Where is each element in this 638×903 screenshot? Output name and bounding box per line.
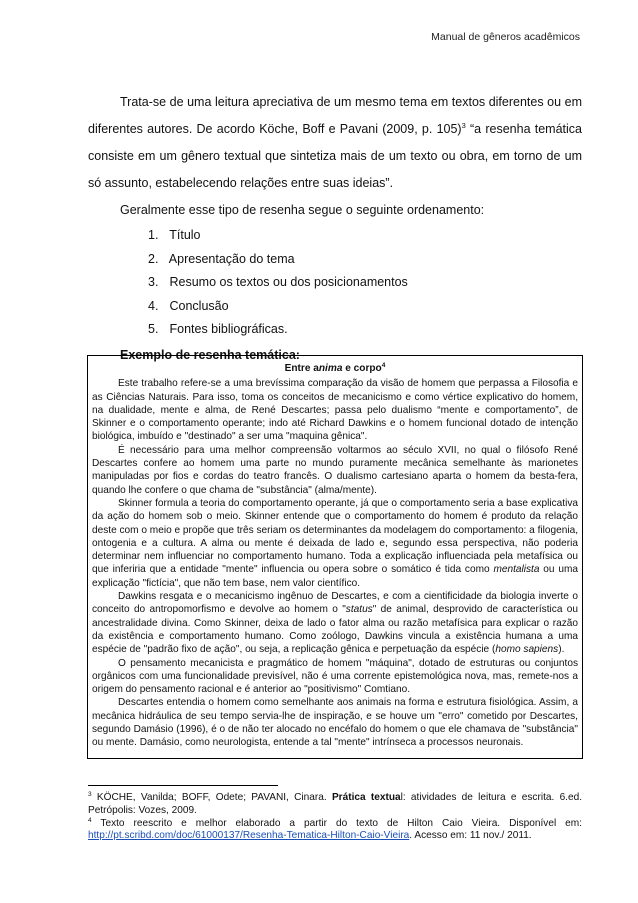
example-heading: Exemplo de resenha temática: bbox=[120, 347, 300, 362]
review-paragraph: Skinner formula a teoria do comportamento operante, já que o comportamento seria a base explicativa da ação do homem sob o meio. Skinner entende que o comportamento do homem é produto da relação deste com o meio e propõe que três seriam os determinantes da modelagem do comportamento: a filogenia, ontogenia e a cultura. A alma ou mente é deixada de lado e, segundo essa perspectiva, não poderia determinar nem influenciar no comportamento humano. Toda a explicação influenciada pela metafísica ou que inferiria que a entidade "mente" influencia ou opera sobre o somático é tida como mentalista ou uma explicação "fictícia", que não tem base, nem valor científico. bbox=[92, 497, 578, 589]
intro-paragraph: Trata-se de uma leitura apreciativa de um mesmo tema em textos diferentes ou em diferentes autores. De acordo Köche, Boff e Pavani (2009, p. 105)$^3$ “a resenha temática consiste em um gênero textual que sintetiza mais de um texto ou obra, em torno de um só assunto, estabelecendo relações entre suas ideias”. bbox=[88, 95, 582, 190]
body-text bbox=[88, 89, 582, 369]
review-example-box bbox=[87, 355, 583, 759]
footnote-ref-4: 4 bbox=[381, 362, 386, 369]
footnote-ref-3: 3 bbox=[461, 121, 466, 130]
footnote-divider bbox=[88, 785, 278, 786]
footnote-3: $^3$ KÖCHE, Vanilda; BOFF, Odete; PAVANI, Cinara. Prática textual: atividades de leitura e escrita. 6.ed. Petrópolis: Vozes, 2009. bbox=[88, 791, 583, 816]
list-item: 1. Título bbox=[148, 228, 201, 242]
review-paragraph: É necessário para uma melhor compreensão voltarmos ao século XVII, no qual o filósofo René Descartes confere ao homem uma parte no mundo puramente mecânica semelhante às marionetes manipuladas por fios e cordas do teatro francês. O dualismo cartesiano aparta o homem da besta-fera, quando lhe confere o que chama de "substância" (alma/mente). bbox=[92, 444, 578, 496]
review-paragraph: Este trabalho refere-se a uma brevíssima comparação da visão de homem que perpassa a Filosofia e as Ciências Naturais. Para isso, toma os conceitos de mecanicismo e como vértice explicativo do homem, na dualidade, mente e alma, de René Descartes; passa pelo dualismo “mente e comportamento”, de Skinner e o comportamento operante; indo até Richard Dawkins e o homem funcional dotado de intenção biológica, imbuído e "destinado" a ser uma "maquina gênica". bbox=[92, 378, 578, 443]
list-item: 3. Resumo os textos ou dos posicionamentos bbox=[148, 275, 408, 289]
review-paragraph: O pensamento mecanicista e pragmático de homem "máquina", dotado de estruturas ou conjuntos orgânicos com uma funcionalidade previsível, não é uma corrente epistemológica nova, mas, remete-nos a origem do pensamento racional e é anterior ao "positivismo" Comtiano. bbox=[92, 657, 578, 696]
list-item: 2. Apresentação do tema bbox=[148, 251, 295, 266]
review-paragraph: Descartes entendia o homem como semelhante aos animais na forma e estrutura fisiológica. Assim, a mecânica hidráulica de seu tempo servia-lhe de inspiração, e se houve um "erro" cometido por Descartes, segundo Damásio (1996), é o de não ter alocado no encéfalo do homem o que ele chamava de "substância" ou mente. Damásio, como neurologista, entende a tal "mente" intrínseca a processos neuronais. bbox=[92, 697, 578, 749]
running-header: Manual de gêneros acadêmicos bbox=[431, 31, 580, 43]
review-paragraph: Dawkins resgata e o mecanicismo ingênuo de Descartes, e com a cientificidade da biologia inverte o conceito do antropomorfismo e devolve ao homem o "status" de animal, desprovido de característica ou ancestralidade divina. Como Skinner, deixa de lado o fator alma ou razão metafísica para explicar o razão da existência e comportamento humano. Como zoólogo, Dawkins vincula a existência humana a uma espécie de "padrão fixo de ação", ou seja, a replicação gênica e perpetuação da espécie (homo sapiens). bbox=[92, 591, 578, 656]
ordering-lead: Geralmente esse tipo de resenha segue o seguinte ordenamento: bbox=[120, 203, 485, 217]
review-title: Entre anima e corpo$^4$ bbox=[284, 362, 386, 374]
source-link[interactable]: http://pt.scribd.com/doc/61000137/Resenha-Tematica-Hilton-Caio-Vieira bbox=[88, 830, 410, 842]
footnote-4: $^4$ Texto reescrito e melhor elaborado a partir do texto de Hilton Caio Vieira. Disponível em: http://pt.scribd.com/doc/61000137/Resenha-Tematica-Hilton-Caio-Vieira. Acesso em: 11 nov./ 2011. bbox=[88, 816, 582, 842]
footnotes bbox=[88, 792, 582, 843]
ordering-list bbox=[88, 224, 582, 342]
list-item: 5. Fontes bibliográficas. bbox=[148, 322, 288, 336]
list-item: 4. Conclusão bbox=[148, 298, 229, 313]
